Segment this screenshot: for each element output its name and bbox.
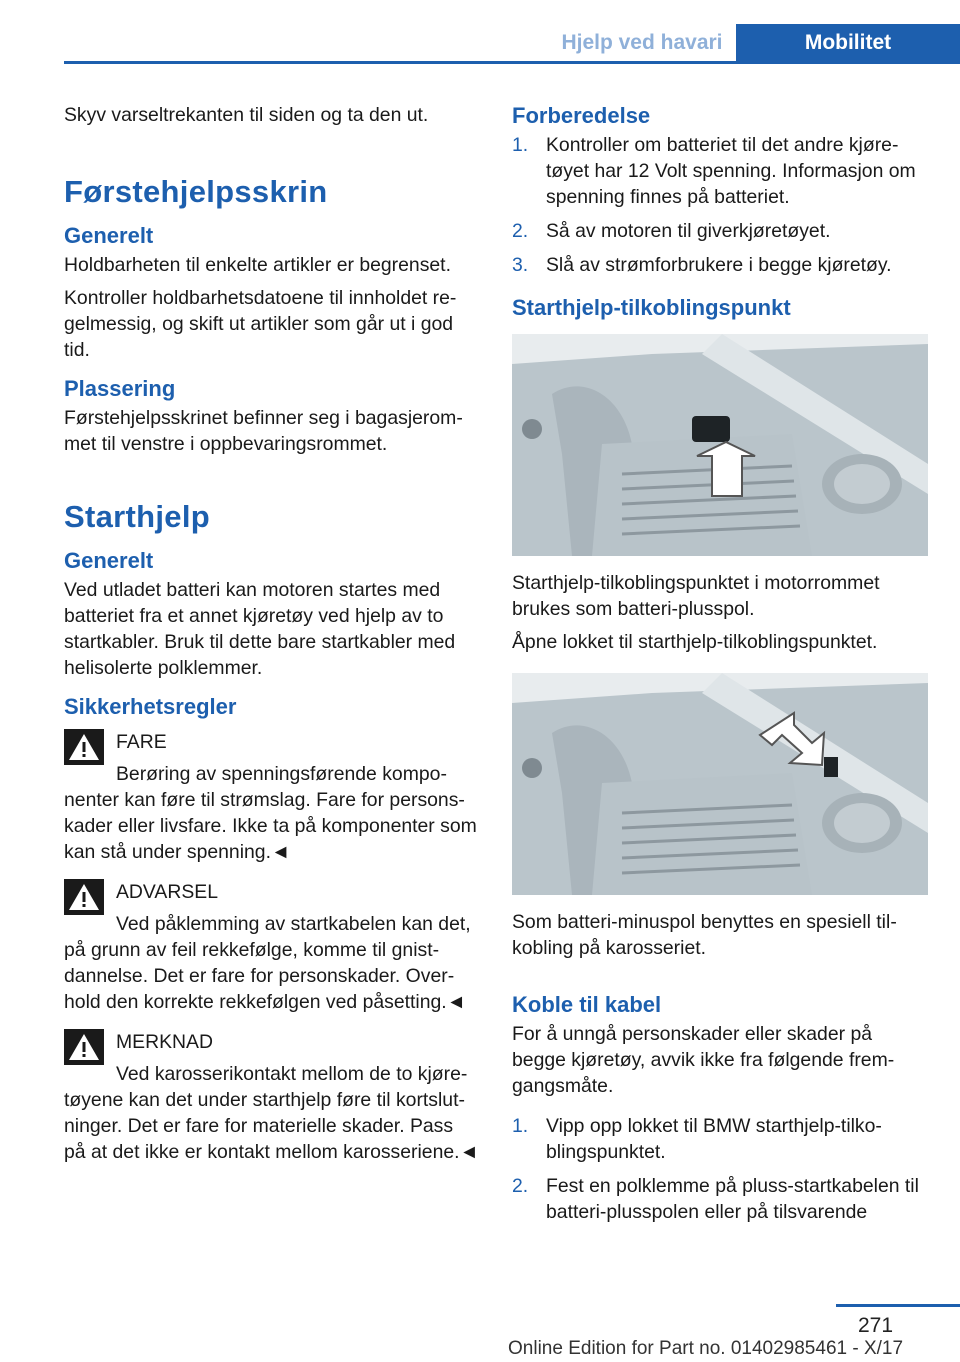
list-item: 1. Vipp opp lokket til BMW starthjelp-tilkoblingspunktet. [512, 1115, 882, 1163]
warning-text: Ved karosserikontakt mellom de to kjøretøyene kan det under starthjelp føre til kortslutninger. Det er fare for materielle skader. Pass på at det ikke er kontakt mellom karosseriene.◄ [64, 1063, 479, 1163]
first-aid-general-p2: Kontroller holdbarhetsdatoene til innholdet regelmessig, og skift ut artikler som går ut i god tid. [64, 287, 457, 361]
warning-triangle-icon [64, 1029, 104, 1065]
heading-jump-point: Starthjelp-tilkoblingspunkt [512, 295, 791, 320]
warning-notice [64, 1029, 479, 1165]
engine-bay-photo-plus-terminal [512, 334, 928, 556]
heading-preparation: Forberedelse [512, 103, 651, 128]
heading-first-aid-general: Generelt [64, 223, 154, 248]
connect-cable-text: For å unngå personskader eller skader på begge kjøretøy, avvik ikke fra følgende fremgangsmåte. [512, 1023, 895, 1097]
heading-connect-cable: Koble til kabel [512, 992, 662, 1017]
list-item: 3. Slå av strømforbrukere i begge kjøretøy. [512, 254, 892, 276]
footer-rule [836, 1304, 960, 1307]
warning-text: Berøring av spenningsførende komponenter kan føre til strømslag. Fare for personskader eller livsfare. Ikke ta på komponenter som kan stå under spenning.◄ [64, 763, 477, 863]
warning-triangle-icon [64, 879, 104, 915]
warning-triangle-icon [64, 729, 104, 765]
edition-text: Online Edition for Part no. 01402985461 - X/17 [508, 1338, 904, 1359]
heading-first-aid-location: Plassering [64, 376, 176, 401]
heading-first-aid: Førstehjelpsskrin [64, 174, 328, 209]
list-item: 2. Så av motoren til giverkjøretøyet. [512, 220, 831, 242]
jump-point-p2: Åpne lokket til starthjelp-tilkoblingspunktet. [512, 631, 878, 653]
intro-text: Skyv varseltrekanten til siden og ta den ut. [64, 104, 429, 126]
heading-safety-rules: Sikkerhetsregler [64, 694, 237, 719]
header-rule [64, 61, 960, 64]
section-tab: Hjelp ved havari [548, 24, 736, 62]
jump-point-p1: Starthjelp-tilkoblingspunktet i motorrommet brukes som batteri-plusspol. [512, 572, 880, 620]
warning-danger [64, 729, 479, 865]
page-number: 271 [858, 1314, 894, 1337]
first-aid-location-text: Førstehjelpsskrinet befinner seg i bagasjerommet til venstre i oppbevaringsrommet. [64, 407, 463, 455]
list-item: 1. Kontroller om batteriet til det andre kjøretøyet har 12 Volt spenning. Informasjon om spenning finnes på batteriet. [512, 134, 916, 208]
connect-steps [512, 1113, 930, 1225]
chapter-tab: Mobilitet [736, 24, 960, 62]
list-item: 2. Fest en polklemme på pluss-startkabelen til batteri-plusspolen eller på tilsvarende [512, 1175, 919, 1223]
warning-label: MERKNAD [116, 1031, 213, 1053]
heading-jump-start: Starthjelp [64, 499, 210, 534]
warning-text: Ved påklemming av startkabelen kan det, på grunn av feil rekkefølge, komme til gnistdannelse. Det er fare for personskader. Overhold den korrekte rekkefølgen ved påsetting.◄ [64, 913, 471, 1013]
jump-general-text: Ved utladet batteri kan motoren startes med batteriet fra et annet kjøretøy ved hjelp av to startkabler. Bruk til dette bare startkabler med helisolerte polklemmer. [64, 579, 456, 679]
warning-label: FARE [116, 731, 167, 753]
warning-label: ADVARSEL [116, 881, 219, 903]
first-aid-general-p1: Holdbarheten til enkelte artikler er begrenset. [64, 254, 451, 276]
preparation-steps [512, 132, 930, 278]
warning-caution [64, 879, 479, 1015]
jump-point-p3: Som batteri-minuspol benyttes en spesiell tilkobling på karosseriet. [512, 911, 897, 959]
left-column [64, 102, 479, 1179]
right-column [512, 102, 930, 1233]
engine-bay-photo-minus-terminal [512, 673, 928, 895]
heading-jump-general: Generelt [64, 548, 154, 573]
